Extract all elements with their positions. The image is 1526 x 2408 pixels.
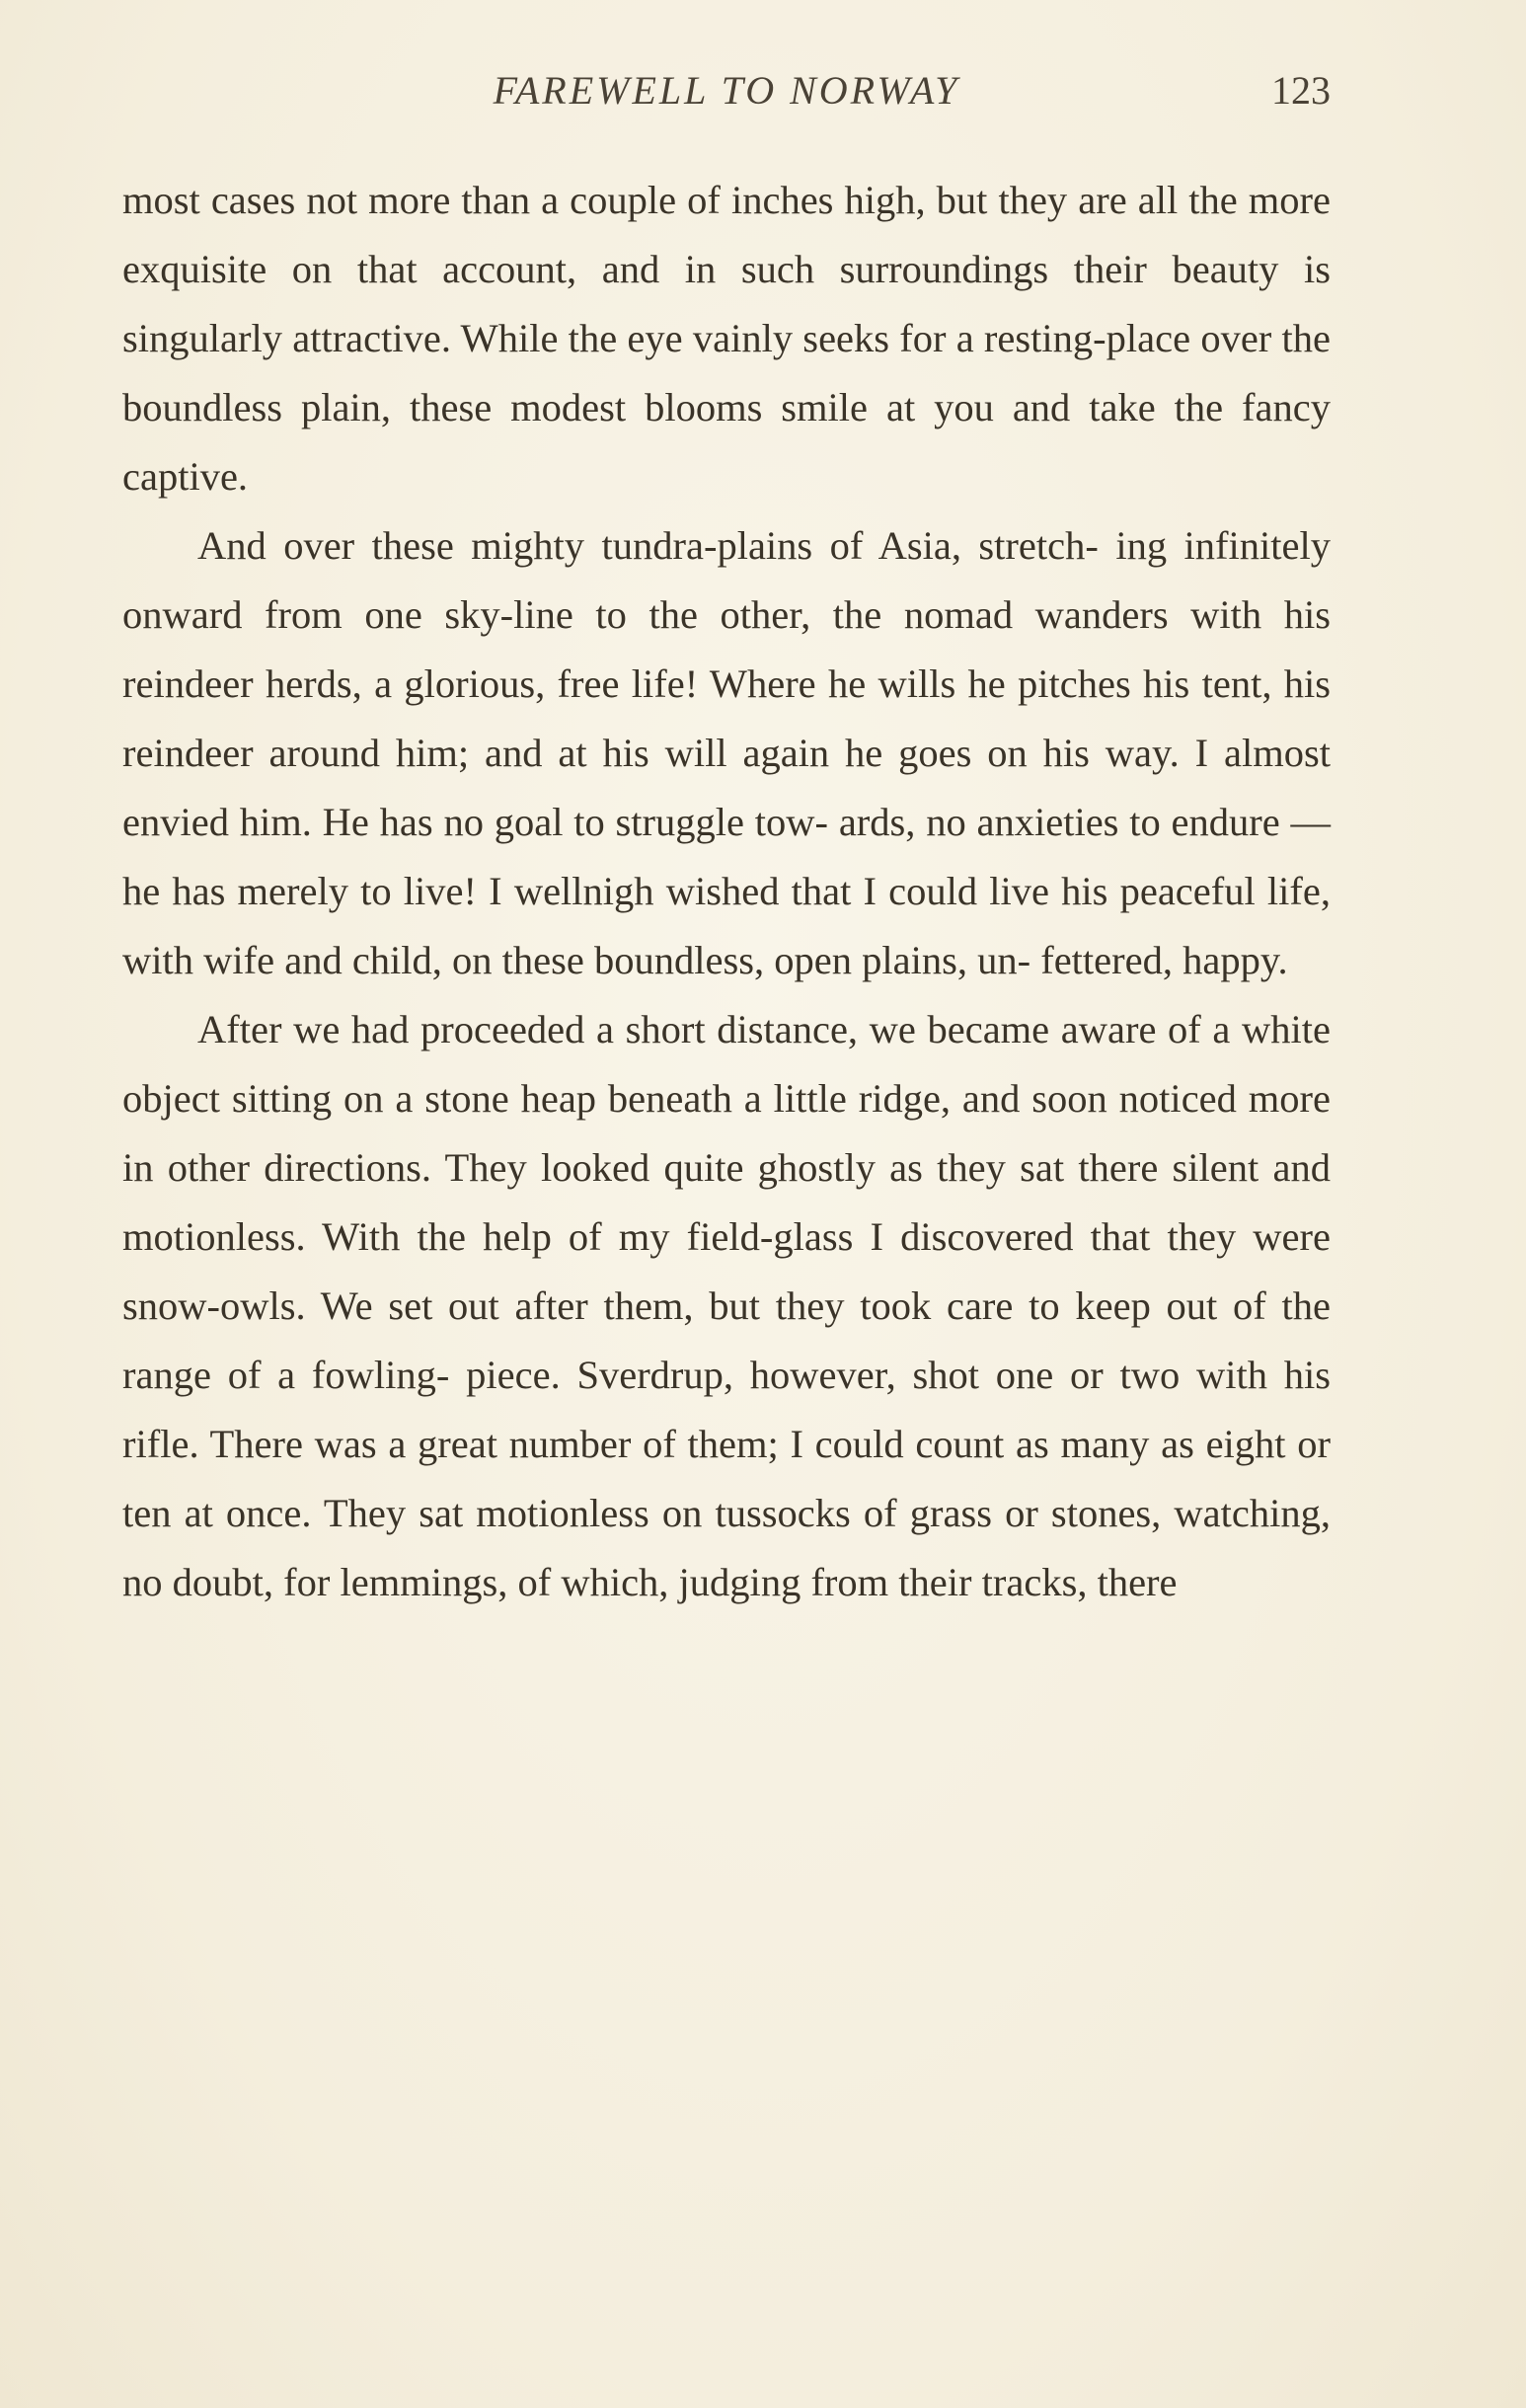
paragraph-2: And over these mighty tundra-plains of Asia, stretch- ing infinitely onward from one sky-line to the other, the nomad wanders with his reindeer herds, a glorious, free life! Where he wills he pitches his tent, his reindeer around him; and at his will again he goes on his way. I almost envied him. He has no goal to struggle tow- ards, no anxieties to endure — he has merely to live! I wellnigh wished that I could live his peaceful life, with wife and child, on these boundless, open plains, un- fettered, happy. [122, 523, 1331, 982]
paragraph-1: most cases not more than a couple of inches high, but they are all the more exquisite on that account, and in such surroundings their beauty is singularly attractive. While the eye vainly seeks for a resting-place over the boundless plain, these modest blooms smile at you and take the fancy captive. [122, 178, 1331, 499]
running-head: FAREWELL TO NORWAY [493, 68, 960, 113]
body-text [122, 166, 1331, 1617]
page-header [122, 61, 1331, 120]
paragraph-3: After we had proceeded a short distance, we became aware of a white object sitting on a stone heap beneath a little ridge, and soon noticed more in other directions. They looked quite ghostly as they sat there silent and motionless. With the help of my field-glass I discovered that they were snow-owls. We set out after them, but they took care to keep out of the range of a fowling- piece. Sverdrup, however, shot one or two with his rifle. There was a great number of them; I could count as many as eight or ten at once. They sat motionless on tussocks of grass or stones, watching, no doubt, for lemmings, of which, judging from their tracks, there [122, 1007, 1331, 1604]
page-number: 123 [1271, 68, 1331, 113]
